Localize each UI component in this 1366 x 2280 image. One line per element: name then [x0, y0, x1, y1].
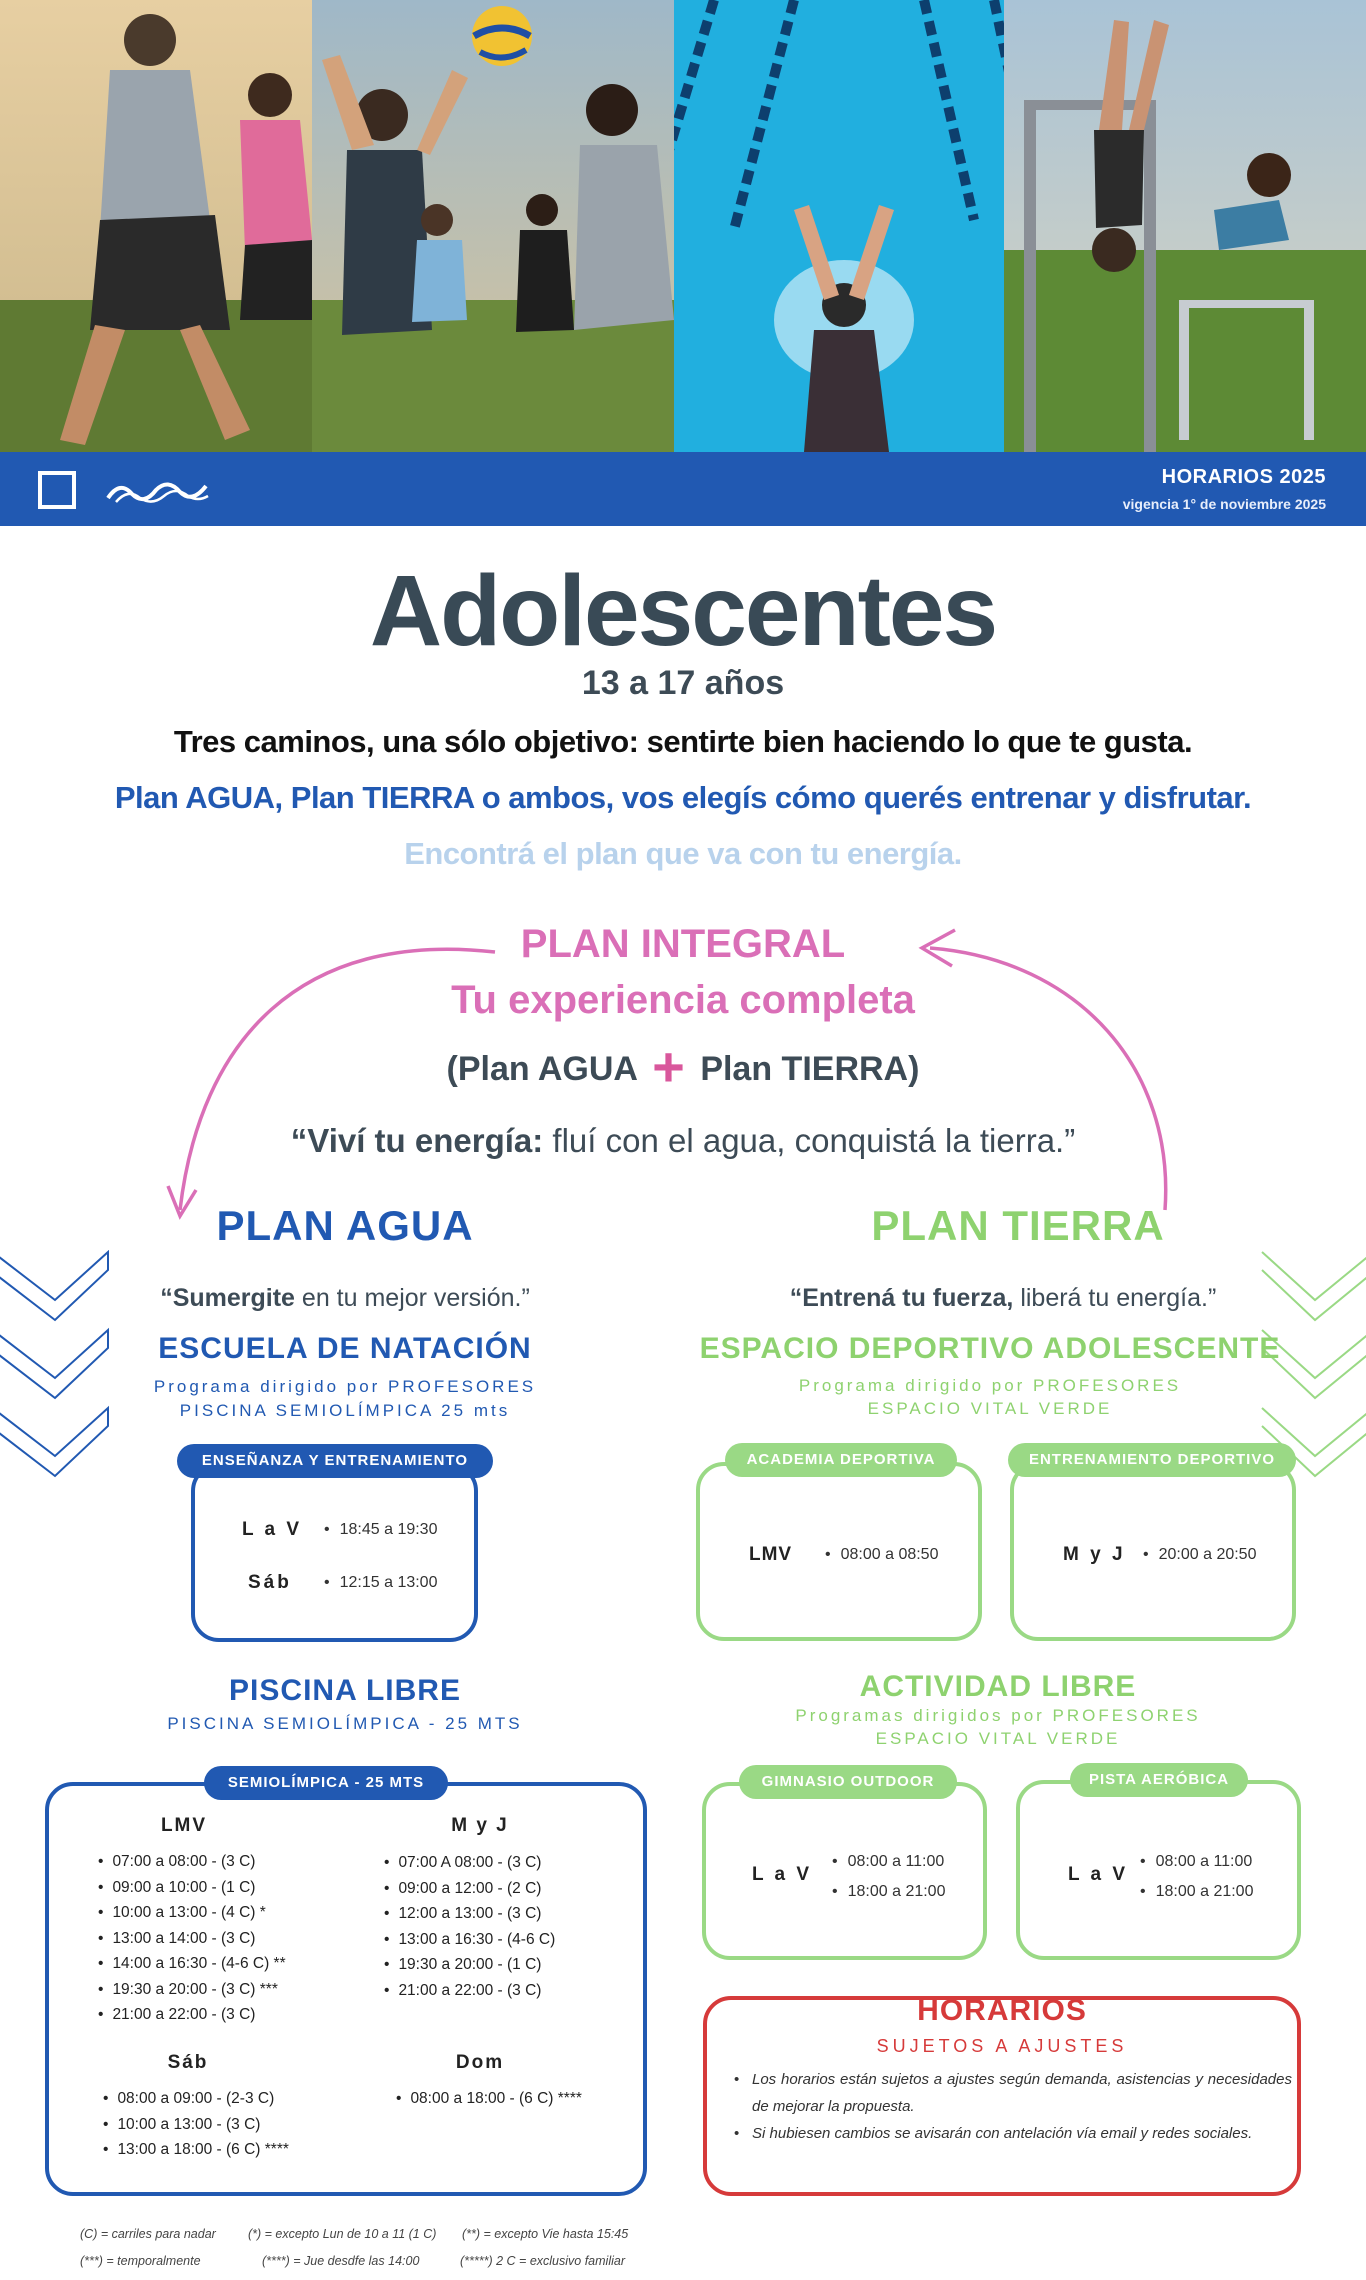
footnote-five: (*****) 2 C = exclusivo familiar: [460, 2254, 625, 2268]
notes-subtitle: SUJETOS A AJUSTES: [876, 2036, 1128, 2056]
school-sub-2: PISCINA SEMIOLÍMPICA 25 mts: [179, 1401, 511, 1420]
list-item: • 12:00 a 13:00 - (3 C): [384, 1901, 555, 1927]
tierra-quote: [703, 1284, 1303, 1313]
wave-logo-icon: [106, 472, 210, 508]
academia-day: LMV: [749, 1544, 793, 1565]
space-title: ESPACIO DEPORTIVO ADOLESCENTE: [699, 1332, 1281, 1365]
gimnasio-pill: GIMNASIO OUTDOOR: [739, 1765, 957, 1799]
agua-quote: [45, 1284, 645, 1313]
space-sub-2: ESPACIO VITAL VERDE: [867, 1399, 1113, 1418]
pool-list-myj: [384, 1850, 555, 2003]
notes-title: HORARIOS: [917, 1994, 1087, 2027]
header-validity: vigencia 1° de noviembre 2025: [1122, 496, 1326, 512]
plan-agua-title: PLAN AGUA: [216, 1202, 474, 1249]
list-item: • 07:00 a 08:00 - (3 C): [98, 1849, 286, 1875]
pool-day-lmv: LMV: [160, 1815, 208, 1836]
footnote-c: (C) = carriles para nadar: [80, 2227, 216, 2241]
list-item: • 10:00 a 13:00 - (4 C) *: [98, 1900, 286, 1926]
list-item: • 13:00 a 14:00 - (3 C): [98, 1926, 286, 1952]
list-item: • 21:00 a 22:00 - (3 C): [384, 1978, 555, 2004]
pista-time-2: • 18:00 a 21:00: [1140, 1883, 1253, 1901]
entrenamiento-time: • 20:00 a 20:50: [1143, 1546, 1256, 1564]
footnote-one: (*) = excepto Lun de 10 a 11 (1 C): [248, 2227, 437, 2241]
combo-right: Plan TIERRA): [700, 1050, 920, 1088]
academia-time: • 08:00 a 08:50: [825, 1546, 938, 1564]
school-box: [191, 1463, 478, 1642]
list-item: • 14:00 a 16:30 - (4-6 C) **: [98, 1951, 286, 1977]
school-time-1: • 18:45 a 19:30: [324, 1521, 437, 1539]
pool-list-sab: [103, 2086, 289, 2163]
free-pool-sub: PISCINA SEMIOLÍMPICA - 25 MTS: [167, 1714, 523, 1733]
footnote-two: (**) = excepto Vie hasta 15:45: [462, 2227, 629, 2241]
list-item: • 09:00 a 12:00 - (2 C): [384, 1876, 555, 1902]
school-time-2: • 12:15 a 13:00: [324, 1574, 437, 1592]
integral-quote-bold: “Viví tu energía:: [290, 1122, 544, 1159]
pool-day-sab: Sáb: [167, 2052, 209, 2073]
notes-list: [732, 2066, 1292, 2147]
integral-quote: [0, 1122, 1366, 1160]
list-item: • Los horarios están sujetos a ajustes según demanda, asistencias y necesidades de mejorar la propuesta.: [732, 2066, 1292, 2120]
intro-line-1: Tres caminos, una sólo objetivo: sentirte bien haciendo lo que te gusta.: [173, 724, 1193, 759]
list-item: • 21:00 a 22:00 - (3 C): [98, 2002, 286, 2028]
intro-line-3: Encontrá el plan que va con tu energía.: [404, 836, 962, 871]
header-bar: [0, 452, 1366, 526]
gimnasio-time-2: • 18:00 a 21:00: [832, 1883, 945, 1901]
entrenamiento-pill: ENTRENAMIENTO DEPORTIVO: [1008, 1443, 1296, 1477]
pool-day-dom: Dom: [455, 2052, 505, 2073]
entrenamiento-day: M y J: [1063, 1544, 1126, 1565]
pista-pill: PISTA AERÓBICA: [1070, 1763, 1248, 1797]
school-pill: ENSEÑANZA Y ENTRENAMIENTO: [177, 1444, 493, 1478]
intro-line-2: Plan AGUA, Plan TIERRA o ambos, vos elegís cómo querés entrenar y disfrutar.: [114, 780, 1252, 815]
integral-combo: [0, 1035, 1366, 1098]
footnote-four: (****) = Jue desdfe las 14:00: [262, 2254, 420, 2268]
academia-pill: ACADEMIA DEPORTIVA: [725, 1443, 957, 1477]
list-item: • 13:00 a 16:30 - (4-6 C): [384, 1927, 555, 1953]
list-item: • 08:00 a 18:00 - (6 C) ****: [396, 2086, 582, 2112]
list-item: • 19:30 a 20:00 - (1 C): [384, 1952, 555, 1978]
school-title: ESCUELA DE NATACIÓN: [158, 1332, 532, 1365]
list-item: • 19:30 a 20:00 - (3 C) ***: [98, 1977, 286, 2003]
list-item: • 13:00 a 18:00 - (6 C) ****: [103, 2137, 289, 2163]
list-item: • 07:00 A 08:00 - (3 C): [384, 1850, 555, 1876]
pool-list-lmv: [98, 1849, 286, 2028]
plus-icon: +: [652, 1035, 685, 1098]
free-activity-sub-1: Programas dirigidos por PROFESORES: [795, 1706, 1201, 1725]
free-pool-title: PISCINA LIBRE: [229, 1674, 461, 1707]
list-item: • 10:00 a 13:00 - (3 C): [103, 2112, 289, 2138]
space-sub-1: Programa dirigido por PROFESORES: [798, 1376, 1182, 1395]
free-activity-sub-2: ESPACIO VITAL VERDE: [875, 1729, 1121, 1748]
photo-swimmer: [674, 0, 1004, 452]
hero-photos: [0, 0, 1366, 452]
square-logo-icon: [38, 471, 76, 509]
gimnasio-day: L a V: [752, 1864, 813, 1885]
agua-quote-bold: “Sumergite: [160, 1284, 295, 1312]
agua-quote-rest: en tu mejor versión.”: [294, 1284, 530, 1312]
free-pool-pill: SEMIOLÍMPICA - 25 MTS: [204, 1766, 448, 1800]
footnote-three: (***) = temporalmente: [80, 2254, 201, 2268]
gimnasio-time-1: • 08:00 a 11:00: [832, 1853, 944, 1871]
photo-runners: [0, 0, 312, 452]
age-range: 13 a 17 años: [581, 664, 785, 702]
combo-left: (Plan AGUA: [446, 1050, 637, 1088]
list-item: • Si hubiesen cambios se avisarán con antelación vía email y redes sociales.: [732, 2120, 1292, 2147]
photo-volleyball: [312, 0, 674, 452]
free-activity-title: ACTIVIDAD LIBRE: [859, 1670, 1137, 1703]
list-item: • 09:00 a 10:00 - (1 C): [98, 1875, 286, 1901]
photo-outdoor-gym: [1004, 0, 1366, 452]
integral-subtitle: Tu experiencia completa: [451, 978, 915, 1022]
pool-day-myj: M y J: [451, 1815, 509, 1836]
school-sub-1: Programa dirigido por PROFESORES: [153, 1377, 537, 1396]
pista-day: L a V: [1068, 1864, 1129, 1885]
pista-time-1: • 08:00 a 11:00: [1140, 1853, 1252, 1871]
pool-list-dom: [396, 2086, 582, 2112]
integral-title: PLAN INTEGRAL: [520, 922, 846, 966]
tierra-quote-rest: liberá tu energía.”: [1013, 1284, 1217, 1312]
list-item: • 08:00 a 09:00 - (2-3 C): [103, 2086, 289, 2112]
school-day-2: Sáb: [248, 1572, 292, 1593]
header-title: HORARIOS 2025: [1161, 466, 1326, 488]
page-title: Adolescentes: [369, 555, 997, 667]
integral-quote-rest: fluí con el agua, conquistá la tierra.”: [543, 1122, 1076, 1159]
gimnasio-box: [702, 1782, 987, 1960]
tierra-quote-bold: “Entrená tu fuerza,: [789, 1284, 1014, 1312]
plan-tierra-title: PLAN TIERRA: [871, 1202, 1165, 1249]
school-day-1: L a V: [242, 1519, 303, 1540]
